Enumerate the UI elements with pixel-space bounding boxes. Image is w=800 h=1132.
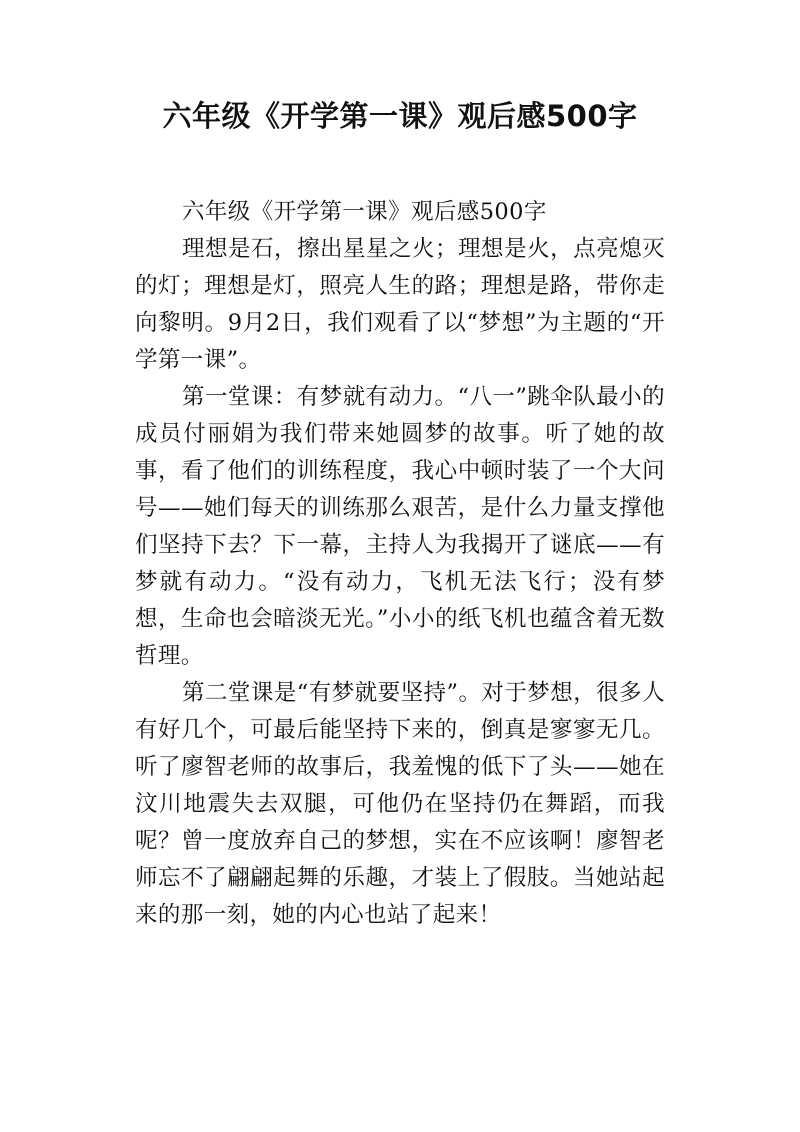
body-paragraph: 理想是石，擦出星星之火；理想是火，点亮熄灭的灯；理想是灯，照亮人生的路；理想是路，带你走向黎明。9月2日，我们观看了以“梦想”为主题的“开学第一课”。: [135, 236, 665, 373]
subtitle-paragraph: 六年级《开学第一课》观后感500字: [182, 199, 547, 225]
body-paragraph: 第一堂课：有梦就有动力。“八一”跳伞队最小的成员付丽娟为我们带来她圆梦的故事。听了她的故事，看了他们的训练程度，我心中顿时装了一个大问号——她们每天的训练那么艰苦，是什么力量支撑他们坚持下去？下一幕，主持人为我揭开了谜底——有梦就有动力。“没有动力，飞机无法飞行；没有梦想，生命也会暗淡无光。”小小的纸飞机也蕴含着无数哲理。: [135, 384, 665, 669]
document-title: 六年级《开学第一课》观后感500字: [162, 99, 638, 133]
document-body: [135, 194, 665, 934]
body-paragraph: 第二堂课是“有梦就要坚持”。对于梦想，很多人有好几个，可最后能坚持下来的，倒真是寥寥无几。听了廖智老师的故事后，我羞愧的低下了头——她在汶川地震失去双腿，可他仍在坚持仍在舞蹈，而我呢？曾一度放弃自己的梦想，实在不应该啊！廖智老师忘不了翩翩起舞的乐趣，才装上了假肢。当她站起来的那一刻，她的内心也站了起来！: [135, 680, 665, 928]
